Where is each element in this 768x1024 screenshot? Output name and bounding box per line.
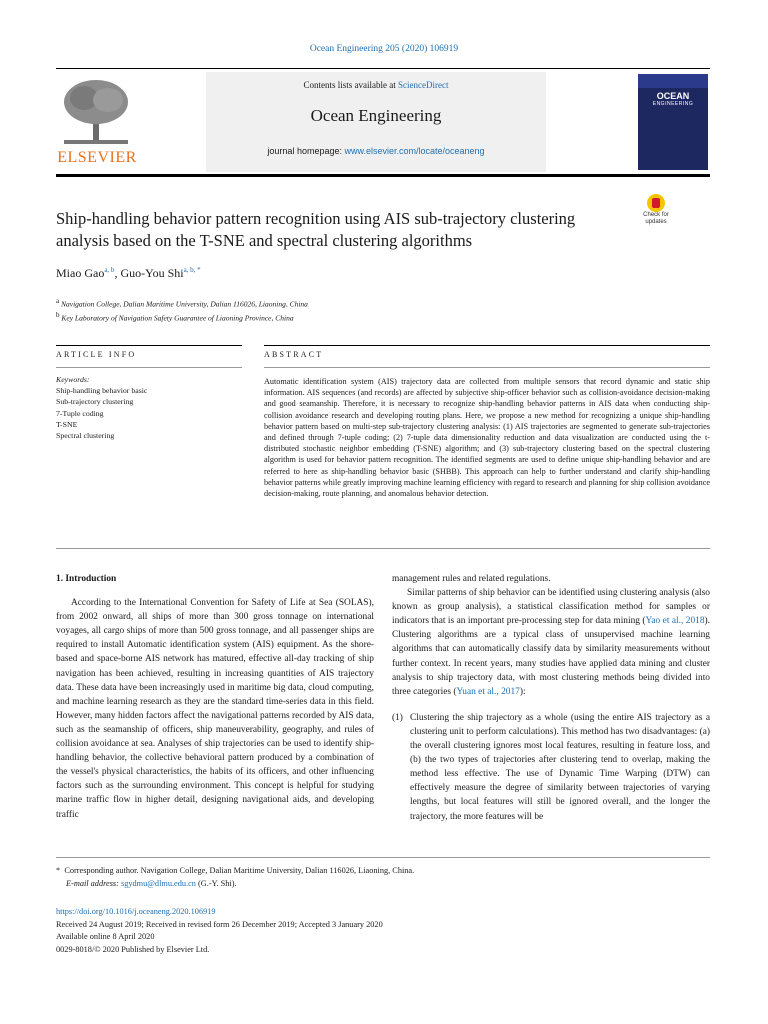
cover-title-2: ENGINEERING <box>652 101 694 107</box>
check-updates-label: Check for updates <box>643 212 669 225</box>
abstract-rule <box>264 345 710 346</box>
header-rule <box>56 68 710 69</box>
clustering-paragraph <box>392 586 710 699</box>
affiliation-text: Navigation College, Dalian Maritime University, Dalian 116026, Liaoning, China <box>60 299 308 309</box>
right-column <box>392 572 710 824</box>
email-footnote <box>56 877 710 890</box>
citation-link[interactable]: Yuan et al., 2017 <box>456 686 520 697</box>
publication-info <box>56 906 383 956</box>
cover-top-band <box>638 74 708 88</box>
left-column <box>56 572 374 822</box>
journal-banner <box>206 72 546 172</box>
keyword-item: Spectral clustering <box>56 431 115 441</box>
article-info-heading: ARTICLE INFO <box>56 350 137 359</box>
author-affil-marks[interactable]: a, b, * <box>183 266 201 274</box>
abstract-text: Automatic identification system (AIS) trajectory data are collected from multiple sensors that record dynamic and static ship information. AIS sequences (and records) are affected by subjective ship-officer behavior such as collision-avoidance decision-making and good seamanship. Therefore, it is necessary to recognize ship-handling behavior patterns in AIS data when conducting ship-collision avoidance research and developing routing plans. Here, we propose a new method for recognizing a unique ship-handling behavior pattern based on multi-step sub-trajectory clustering analysis: (1) AIS trajectories are segmented to generate sub-trajectories and defined through 7-tuple coding; (2) 7-tuple data dimensionality reduction and data visualization are conducted using the t-distributed stochastic neighbor embedding (T-SNE) algorithm; and (3) sub-trajectory clustering based on the spectral clustering algorithm is used for behavior pattern recognition. The identified segments are used to define unique ship-handling behavior and are referred to here as ship-handling behavior basic (SHBB). This approach can help to further understand and clarify ship-handling behavior patterns while greatly improving machine learning efficiency with regard to research and planning for ship collision avoidance decision-making, route planning, and anomalous behavior detection. <box>264 377 710 499</box>
check-for-updates-badge[interactable] <box>641 194 671 226</box>
email-suffix: (G.-Y. Shi). <box>195 879 237 888</box>
paragraph-continuation: management rules and related regulations. <box>392 574 551 584</box>
keywords-label: Keywords: <box>56 375 90 384</box>
abstract-heading: ABSTRACT <box>264 350 324 359</box>
article-info-subrule <box>56 367 242 368</box>
homepage-label: journal homepage: <box>267 146 345 156</box>
text-run: ): <box>519 686 526 697</box>
homepage-line <box>206 146 546 156</box>
intro-paragraph: According to the International Convention for Safety of Life at Sea (SOLAS), from 2002 onward, all ships of more than 300 gross tonnage on international voyages, all cargo ships of more than 500 gross tonnage, and all passenger ships are required to install Automatic identification system (AIS) equipment. As the shore-based and space-borne AIS network has matured, effective all-day tracking of ship navigation has been achieved, resulting in increasing quantities of AIS trajectory data. These data have been increasingly used in maritime big data, cloud computing, and machine learning research as they are the standard time-series data in this field. However, many hidden factors affect the navigational patterns recorded by AIS data, such as the seamanship of officers, ship maneuverability, geography, and rules of collision avoidance at sea. Analyses of ship trajectories can be used to identify ship-handling behavior, the collective behavioral pattern produced by a combination of the vessel's physical characteristics, the habits of its officers, and other influencing factors such as the surrounding environment. This concept is helpful for studying marine traffic flow in higher detail, designing navigational aids, and developing traffic <box>56 598 374 820</box>
affiliations <box>56 296 308 323</box>
contents-prefix: Contents lists available at <box>303 80 398 90</box>
received-dates: Received 24 August 2019; Received in revised form 26 December 2019; Accepted 3 January 2020 <box>56 919 383 929</box>
affiliation-b: $^b$ Key Laboratory of Navigation Safety Guarantee of Liaoning Province, China <box>56 310 294 322</box>
list-text: Clustering the ship trajectory as a whole (using the entire AIS trajectory as a clustering unit to perform calculations). This method has two disadvantages: (a) the overall clustering ignores most local features, resulting in feature loss, and (b) the two types of trajectories after clustering tend to overlap, making the method less effective. The use of Dynamic Time Warping (DTW) can effectively measure the degree of similarity between trajectories of varying lengths, but local features will still be ignored overall, and the longer the trajectory, the more features will be <box>410 712 710 822</box>
journal-cover-thumbnail[interactable] <box>638 74 708 170</box>
keyword-item: Sub-trajectory clustering <box>56 397 134 407</box>
doi-link[interactable]: https://doi.org/10.1016/j.oceaneng.2020.106919 <box>56 907 216 916</box>
article-title: Ship-handling behavior pattern recognition using AIS sub-trajectory clustering analysis based on the T-SNE and spectral clustering algorithms <box>56 209 576 250</box>
footnote-mark: * <box>56 866 61 875</box>
copyright: 0029-8018/© 2020 Published by Elsevier Ltd. <box>56 944 210 954</box>
footnote-rule <box>56 857 710 858</box>
footnotes <box>56 864 710 890</box>
journal-title: Ocean Engineering <box>310 106 442 125</box>
affiliation-text: Key Laboratory of Navigation Safety Guarantee of Liaoning Province, China <box>61 313 294 322</box>
keyword-item: T-SNE <box>56 419 78 429</box>
footnote-text: Corresponding author. Navigation College, Dalian Maritime University, Dalian 116026, Liaoning, China. <box>64 866 415 875</box>
list-number: (1) <box>392 712 403 723</box>
author-list: Miao Gao$^{a, b}$, Guo-You Shi$^{a, b, *}$ <box>56 266 201 280</box>
author-affil-marks[interactable]: a, b <box>104 266 115 274</box>
section-heading: 1. Introduction <box>56 574 117 584</box>
keyword-item: 7-Tuple coding <box>56 408 104 418</box>
keyword-item: Ship-handling behavior basic <box>56 386 148 396</box>
homepage-link[interactable]: www.elsevier.com/locate/oceaneng <box>344 146 485 156</box>
elsevier-logo[interactable] <box>56 78 138 168</box>
cover-title-1: OCEAN <box>656 91 690 101</box>
journal-citation[interactable]: Ocean Engineering 205 (2020) 106919 <box>309 44 459 54</box>
email-link[interactable]: sgydmu@dlmu.edu.cn <box>121 879 196 888</box>
corresponding-footnote <box>56 864 710 877</box>
article-info-rule <box>56 345 242 346</box>
email-label: E-mail address: <box>66 879 121 888</box>
check-updates-icon <box>647 194 665 212</box>
text-run: ). Clustering algorithms are a typical class of unsupervised machine learning algorithms that can automatically classify data by similarity measurements without further context. In recent years, many studies have applied data mining and cluster analysis to ship trajectory data, with most clustering methods being divided into three categories ( <box>392 616 710 697</box>
citation-link[interactable]: Yao et al., 2018 <box>645 616 705 627</box>
author-name[interactable]: Guo-You Shi <box>120 266 184 280</box>
abstract-subrule <box>264 367 710 368</box>
text-run: Similar patterns of ship behavior can be identified using clustering analysis (also known as group analysis), a statistical classification method for samples or indicators that is an important pre-processing step for data mining ( <box>392 588 710 627</box>
masthead <box>56 72 710 172</box>
affiliation-a: $^a$ Navigation College, Dalian Maritime University, Dalian 116026, Liaoning, China <box>56 297 308 309</box>
contents-line <box>206 80 546 90</box>
sciencedirect-link[interactable]: ScienceDirect <box>398 80 449 90</box>
keywords-block <box>56 374 236 441</box>
masthead-bottom-rule <box>56 174 710 177</box>
publisher-wordmark: ELSEVIER <box>57 149 137 166</box>
online-date: Available online 8 April 2020 <box>56 932 155 941</box>
abstract-bottom-rule <box>56 548 710 549</box>
elsevier-tree-icon <box>60 78 132 146</box>
author-name[interactable]: Miao Gao <box>56 266 105 280</box>
list-item <box>392 711 710 824</box>
